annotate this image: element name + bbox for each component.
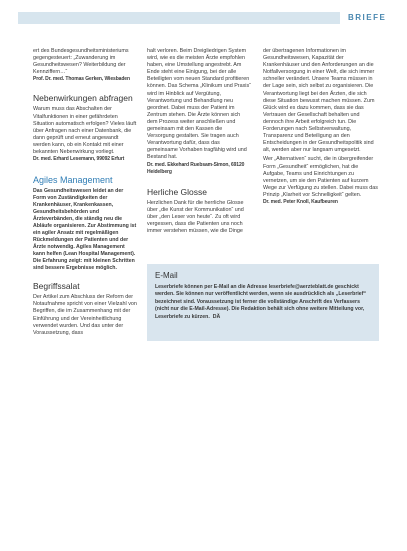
letter-body: Warum muss das Abschalten der Vitalfunktionen in einer gefährdeten Situation automatisch erfolgen? Vieles läuft über Anfragen nach einer Datenbank, die dann geprüft und erneut angewandt werden kann, ob ein Kontakt mit einer bekannten Nebenwirkung vorliegt.: [33, 106, 137, 156]
section-label: BRIEFE: [348, 13, 387, 22]
header-bar: [18, 12, 340, 24]
end-mark-icon: DÄ: [212, 313, 221, 320]
page-header: [0, 0, 407, 26]
column-middle: [147, 48, 251, 235]
letter-heading: Herliche Glosse: [147, 186, 207, 197]
letter-heading: Nebenwirkungen abfragen: [33, 93, 133, 104]
letter-body: Wer „Alternativen“ sucht, die in übergreifender Form „Gesundheit“ ermöglichen, hat die Aufgabe, Teams und Einrichtungen zu vernetzen, um sie den Patienten auf kurzem Wege zur Verfügung zu stellen. Dabei muss das Prinzip „Klarheit vor Schnelligkeit“ gelten.: [263, 156, 378, 198]
letter-heading: Agiles Management: [33, 175, 113, 186]
column-left: [33, 48, 137, 337]
letter-continued-text: ert des Bundesgesundheitsministeriums gegengesteuert: „Zuwanderung im Gesundheitswesen? Weiterbildung der Kennziffern…“: [33, 48, 129, 76]
letter-body: der übertragenen Informationen im Gesundheitswesen, Kapazität der Krankenhäuser und den Anforderungen an die Notfallversorgung in einer Welt, die sich immer schneller verändert. Unsere Teams müssen in der Lage sein, sich selbst zu organisieren. Die Verantwortung liegt bei den Ärzten, die sich diese Situation bewusst machen müssen. Zum Glück wird es dazu kommen, dass sie das Vertrauen der Gesellschaft behalten und dennoch ihre Arbeit erfolgreich tun. Die Forderungen nach Selbstverwaltung, Transparenz und Beteiligung an den Entscheidungen in der Gesundheitspolitik sind alt, werden aber nur langsam umgesetzt.: [263, 48, 375, 154]
letter-body: Herzlichen Dank für die herrliche Glosse über „die Kunst der Kommunikation“ und über „den Leser von heute“. Zu oft wird vergessen, dass die Patienten uns noch immer verstehen müssen, wie die Dinge: [147, 199, 244, 235]
email-box-title: E-Mail: [155, 271, 178, 280]
email-box-text: [155, 284, 375, 321]
letter-signature: Dr. med. Peter Knoll, Kaufbeuren: [263, 198, 338, 205]
column-right: [263, 48, 379, 206]
email-info-box: [147, 264, 379, 341]
email-box-body: Leserbriefe können per E-Mail an die Adresse leserbriefe@aerzteblatt.de geschickt werden. Sie können nur veröffentlicht werden, wenn sie ausdrücklich als „Leserbrief“ bezeichnet sind. Voraussetzung ist ferner die vollständige Anschrift des Verfassers (nicht nur die E-Mail-Adresse). Die Redaktion behält sich ohne weitere Mitteilung vor, Leserbriefe zu kürzen.: [155, 284, 367, 320]
letter-heading: Begriffssalat: [33, 281, 80, 292]
letter-body: Der Artikel zum Abschluss der Reform der Notaufnahme spricht von einer Vielzahl von Begriffen, die im Zusammenhang mit der Einführung und der Vereinheitlichung verwendet wurden. Und das unter der Voraussetzung, dass: [33, 294, 137, 336]
letter-signature: Dr. med. Ekkehard Ruebsam-Simon, 69120 Heidelberg: [147, 161, 245, 175]
letter-signature: Prof. Dr. med. Thomas Gerken, Wiesbaden: [33, 76, 130, 83]
letter-body: halt verloren. Beim Dreigliedrigen System wird, wie es die meisten Ärzte empfohlen haben, eine Umstellung angestrebt. Am Ende steht eine Einigung, bei der alle Beteiligten vom neuen Standard profitieren können. Das Schema „Klinikum und Praxis“ wird im Hinblick auf Vergütung, Verantwortung und Behandlung neu geordnet. Dabei muss der Patient im Zentrum stehen. Die Ärzte können sich dem Prozess weiter anschließen und gemeinsam mit den Kassen die Versorgung gestalten. Sie tragen auch Verantwortung dafür, dass das gemeinsame Vorhaben tragfähig wird und Bestand hat.: [147, 48, 251, 161]
letter-signature: Dr. med. Erhard Lesemann, 99092 Erfurt: [33, 156, 125, 163]
letter-body: Das Gesundheitswesen leidet an der Form von Zuständigkeiten der Krankenhäuser, Krankenkassen, Gesundheitsbehörden und Ärzteverbänden, die ständig neu die Abläufe organisieren. Zur Abstimmung ist ein agiler Ansatz mit regelmäßigen Rückmeldungen der Patienten und der Ärzte notwendig. Agiles Management kann helfen (Lean Hospital Management). Die Erfahrung zeigt: mit kleinen Schritten sind bessere Ergebnisse möglich.: [33, 188, 137, 272]
